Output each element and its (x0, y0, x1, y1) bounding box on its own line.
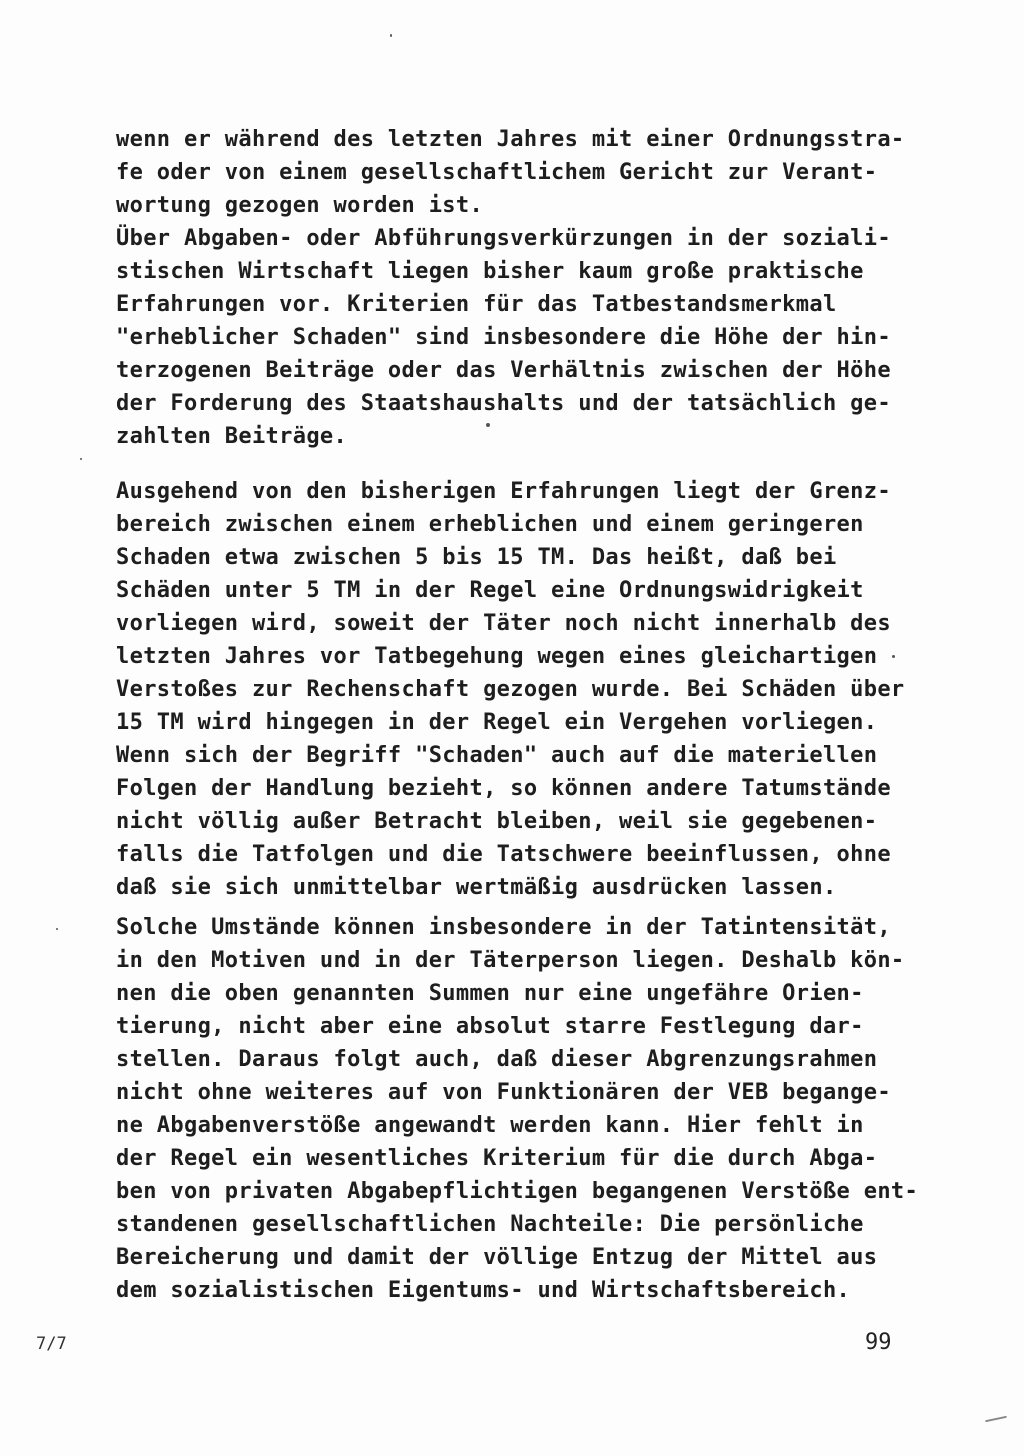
text-line: der Regel ein wesentliches Kriterium für die durch Abga- (116, 1146, 878, 1171)
page-number: 99 (865, 1330, 892, 1355)
text-line: Bereicherung und damit der völlige Entzug der Mittel aus (116, 1245, 878, 1270)
text-line: "erheblicher Schaden" sind insbesondere die Höhe der hin- (116, 325, 891, 350)
text-line: Wenn sich der Begriff "Schaden" auch auf die materiellen (116, 743, 878, 768)
text-line: Über Abgaben- oder Abführungsverkürzungen in der soziali- (116, 226, 891, 251)
scan-speck (80, 458, 82, 460)
text-line: Folgen der Handlung bezieht, so können andere Tatumstände (116, 776, 891, 801)
text-line: dem sozialistischen Eigentums- und Wirtschaftsbereich. (116, 1278, 851, 1303)
text-line: stischen Wirtschaft liegen bisher kaum große praktische (116, 259, 864, 284)
footer-mark: 7/7 (36, 1334, 67, 1354)
text-line: Schäden unter 5 TM in der Regel eine Ordnungswidrigkeit (116, 578, 864, 603)
text-line: wortung gezogen worden ist. (116, 193, 484, 218)
text-line: nicht völlig außer Betracht bleiben, weil sie gegebenen- (116, 809, 878, 834)
text-line: der Forderung des Staatshaushalts und der tatsächlich ge- (116, 391, 891, 416)
text-line: nicht ohne weiteres auf von Funktionären der VEB begange- (116, 1080, 891, 1105)
text-line: in den Motiven und in der Täterperson liegen. Deshalb kön- (116, 948, 905, 973)
text-line: wenn er während des letzten Jahres mit einer Ordnungsstra- (116, 127, 905, 152)
text-line: 15 TM wird hingegen in der Regel ein Vergehen vorliegen. (116, 710, 878, 735)
text-line: falls die Tatfolgen und die Tatschwere beeinflussen, ohne (116, 842, 891, 867)
scan-speck (390, 34, 392, 37)
text-line: ne Abgabenverstöße angewandt werden kann. Hier fehlt in (116, 1113, 864, 1138)
text-line: Solche Umstände können insbesondere in der Tatintensität, (116, 915, 891, 940)
text-line: letzten Jahres vor Tatbegehung wegen eines gleichartigen (116, 644, 878, 669)
text-line: daß sie sich unmittelbar wertmäßig ausdrücken lassen. (116, 875, 837, 900)
text-line: zahlten Beiträge. (116, 424, 348, 449)
text-line: Verstoßes zur Rechenschaft gezogen wurde. Bei Schäden über (116, 677, 905, 702)
text-line: standenen gesellschaftlichen Nachteile: Die persönliche (116, 1212, 864, 1237)
scan-speck (56, 928, 58, 930)
scan-speck (985, 1416, 1007, 1423)
text-line: nen die oben genannten Summen nur eine ungefähre Orien- (116, 981, 864, 1006)
scan-speck (486, 423, 490, 427)
text-line: Erfahrungen vor. Kriterien für das Tatbestandsmerkmal (116, 292, 837, 317)
text-line: tierung, nicht aber eine absolut starre Festlegung dar- (116, 1014, 864, 1039)
text-line: terzogenen Beiträge oder das Verhältnis zwischen der Höhe (116, 358, 891, 383)
text-line: ben von privaten Abgabepflichtigen begangenen Verstöße ent- (116, 1179, 919, 1204)
scan-speck (892, 655, 895, 658)
text-line: stellen. Daraus folgt auch, daß dieser Abgrenzungsrahmen (116, 1047, 878, 1072)
text-line: Schaden etwa zwischen 5 bis 15 TM. Das heißt, daß bei (116, 545, 837, 570)
text-line: Ausgehend von den bisherigen Erfahrungen liegt der Grenz- (116, 479, 891, 504)
text-line: vorliegen wird, soweit der Täter noch nicht innerhalb des (116, 611, 891, 636)
text-line: fe oder von einem gesellschaftlichem Gericht zur Verant- (116, 160, 878, 185)
text-line: bereich zwischen einem erheblichen und einem geringeren (116, 512, 864, 537)
